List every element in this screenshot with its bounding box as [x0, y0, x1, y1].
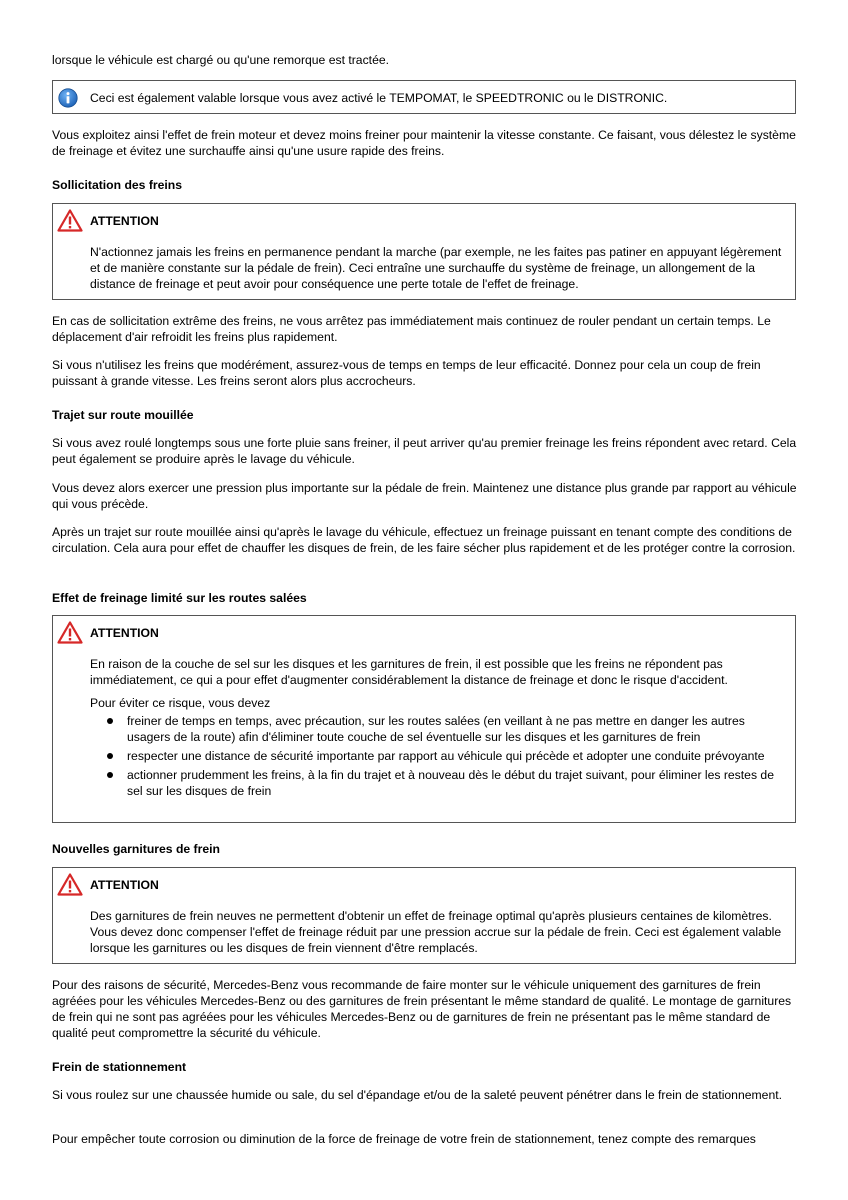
paragraph-trajet-2: Vous devez alors exercer une pression plus importante sur la pédale de frein. Maintenez une distance plus grande par rapport au véhicule qui vous précède. — [52, 481, 797, 511]
paragraph-trajet-3: Après un trajet sur route mouillée ainsi qu'après le lavage du véhicule, effectuez un freinage puissant en tenant compte des conditions de circulation. Cela aura pour effet de chauffer les disques de frein, de les faire sécher plus rapidement et de les protéger contre la corrosion. — [52, 525, 796, 555]
bullet-icon — [107, 753, 113, 759]
warning-triangle-icon — [57, 873, 83, 896]
info-icon — [58, 88, 78, 108]
list-item: actionner prudemment les freins, à la fin du trajet et à nouveau dès le début du trajet suivant, pour éliminer les restes de sel sur les disques de frein — [105, 767, 789, 799]
heading-sollicitation: Sollicitation des freins — [52, 178, 183, 192]
heading-garnitures: Nouvelles garnitures de frein — [52, 842, 220, 856]
paragraph-stationnement-1: Si vous roulez sur une chaussée humide ou sale, du sel d'épandage et/ou de la saleté peuvent pénétrer dans le frein de stationnement. — [52, 1088, 783, 1102]
paragraph-sollicitation-2: Si vous n'utilisez les freins que modérément, assurez-vous de temps en temps de leur efficacité. Donnez pour cela un coup de frein puissant à grande vitesse. Les freins seront alors plus accrocheurs. — [52, 358, 761, 388]
heading-stationnement: Frein de stationnement — [52, 1060, 187, 1074]
heading-sel: Effet de freinage limité sur les routes salées — [52, 591, 307, 605]
warning-text: Des garnitures de frein neuves ne permettent d'obtenir un effet de freinage optimal qu'après plusieurs centaines de kilomètres. Vous devez donc compenser l'effet de freinage réduit par une pression accrue sur la pédale de frein. Ceci est également valable lorsque les garnitures ou les disques de frein viennent d'être remplacés. — [90, 909, 782, 955]
list-item: freiner de temps en temps, avec précaution, sur les routes salées (en veillant à ne pas mettre en danger les autres usagers de la route) afin d'éliminer toute couche de sel éventuelle sur les disques et les garnitures de frein — [105, 713, 789, 745]
list-item: respecter une distance de sécurité importante par rapport au véhicule qui précède et adopter une conduite prévoyante — [105, 748, 789, 764]
paragraph-garnitures-1: Pour des raisons de sécurité, Mercedes-Benz vous recommande de faire monter sur le véhicule uniquement des garnitures de frein agréées pour les véhicules Mercedes-Benz ou des garnitures de frein présentant le même standard de qualité. Le montage de garnitures de frein qui ne sont pas agréées pour les véhicules Mercedes-Benz ou de garnitures de frein ne présentant pas le même standard de qualité peut compromettre la sécurité du véhicule. — [52, 978, 792, 1040]
paragraph-trajet-1: Si vous avez roulé longtemps sous une forte pluie sans freiner, il peut arriver qu'au premier freinage les freins répondent avec retard. Cela peut également se produire après le lavage du véhicule. — [52, 436, 797, 466]
info-note-text: Ceci est également valable lorsque vous avez activé le TEMPOMAT, le SPEEDTRONIC ou le DISTRONIC. — [90, 91, 668, 105]
warning-triangle-icon — [57, 621, 83, 644]
intro-line: lorsque le véhicule est chargé ou qu'une remorque est tractée. — [52, 53, 390, 67]
warning-title: ATTENTION — [90, 214, 159, 228]
warning-box-sollicitation — [52, 203, 796, 300]
warning-text: En raison de la couche de sel sur les disques et les garnitures de frein, il est possible que les freins ne répondent pas immédiatement, ce qui a pour effet d'augmenter considérablement la distance de freinage et donc le risque d'accident. — [90, 657, 728, 687]
heading-trajet: Trajet sur route mouillée — [52, 408, 194, 422]
warning-lead: Pour éviter ce risque, vous devez — [90, 696, 271, 710]
warning-text: N'actionnez jamais les freins en permanence pendant la marche (par exemple, ne les faites pas patiner en appuyant légèrement et de manière constante sur la pédale de frein). Ceci entraîne une surchauffe du système de freinage, un allongement de la distance de freinage et peut avoir pour conséquence une perte totale de l'effet de freinage. — [90, 245, 782, 291]
warning-bullet-list — [105, 713, 789, 799]
bullet-icon — [107, 718, 113, 724]
paragraph-stationnement-2: Pour empêcher toute corrosion ou diminution de la force de freinage de votre frein de stationnement, tenez compte des remarques — [52, 1132, 756, 1146]
info-note-box — [52, 80, 796, 114]
paragraph-engine-brake: Vous exploitez ainsi l'effet de frein moteur et devez moins freiner pour maintenir la vitesse constante. Ce faisant, vous délestez le système de freinage et évitez une surchauffe ainsi qu'une usure rapide des freins. — [52, 128, 796, 158]
warning-box-garnitures — [52, 867, 796, 964]
warning-title: ATTENTION — [90, 878, 159, 892]
warning-title: ATTENTION — [90, 626, 159, 640]
paragraph-sollicitation-1: En cas de sollicitation extrême des freins, ne vous arrêtez pas immédiatement mais continuez de rouler pendant un certain temps. Le déplacement d'air refroidit les freins plus rapidement. — [52, 314, 771, 344]
warning-box-sel — [52, 615, 796, 823]
warning-triangle-icon — [57, 209, 83, 232]
bullet-icon — [107, 772, 113, 778]
